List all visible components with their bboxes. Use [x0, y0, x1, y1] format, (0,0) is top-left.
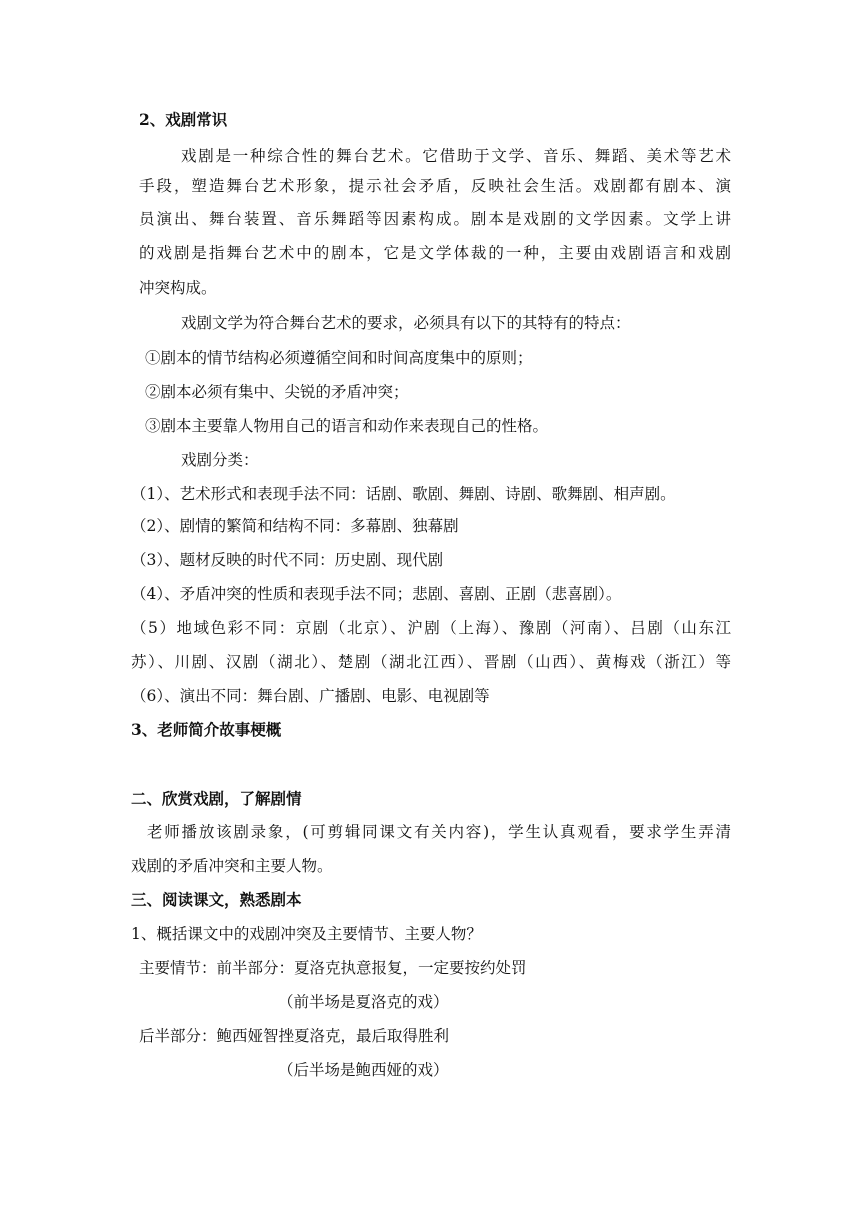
part-2-line-2: 戏剧的矛盾冲突和主要人物。: [131, 857, 333, 875]
intro-line-1: 戏剧是一种综合性的舞台艺术。它借助于文学、音乐、舞蹈、美术等艺术: [181, 147, 731, 165]
classification-2: （2）、剧情的繁简和结构不同：多幕剧、独幕剧: [131, 517, 459, 535]
part-3-heading: 三、阅读课文，熟悉剧本: [131, 890, 302, 909]
feature-1: ①剧本的情节结构必须遵循空间和时间高度集中的原则；: [145, 349, 533, 367]
plot-second-half: 后半部分：鲍西娅智挫夏洛克，最后取得胜利: [139, 1027, 450, 1045]
intro-line-4: 的戏剧是指舞台艺术中的剧本，它是文学体裁的一种，主要由戏剧语言和戏剧: [139, 244, 731, 262]
intro-line-2: 手段，塑造舞台艺术形象，提示社会矛盾，反映社会生活。戏剧都有剧本、演: [139, 177, 731, 195]
features-intro: 戏剧文学为符合舞台艺术的要求，必须具有以下的其特有的特点：: [181, 314, 631, 332]
plot-first-half: 主要情节：前半部分：夏洛克执意报复，一定要按约处罚: [139, 959, 527, 977]
feature-3: ③剧本主要靠人物用自己的语言和动作来表现自己的性格。: [145, 417, 549, 435]
part-2-line-1: 老师播放该剧录象，(可剪辑同课文有关内容)，学生认真观看，要求学生弄清: [147, 823, 731, 841]
classification-5: （5）地域色彩不同：京剧（北京）、沪剧（上海）、豫剧（河南）、吕剧（山东江: [131, 619, 731, 637]
classification-6: （6）、演出不同：舞台剧、广播剧、电影、电视剧等: [131, 687, 490, 705]
classification-4: （4）、矛盾冲突的性质和表现手法不同；悲剧、喜剧、正剧（悲喜剧）。: [131, 585, 622, 603]
classification-1: （1）、艺术形式和表现手法不同：话剧、歌剧、舞剧、诗剧、歌舞剧、相声剧。: [131, 485, 676, 503]
plot-second-half-note: （后半场是鲍西娅的戏）: [278, 1061, 449, 1079]
classification-5-continued: 苏）、川剧、汉剧（湖北）、楚剧（湖北江西）、晋剧（山西）、黄梅戏（浙江）等: [131, 653, 731, 671]
classification-3: （3）、题材反映的时代不同：历史剧、现代剧: [131, 551, 444, 569]
part-2-heading: 二、欣赏戏剧，了解剧情: [131, 789, 302, 808]
intro-line-5: 冲突构成。: [139, 279, 217, 297]
section-3-heading: 3、老师简介故事梗概: [131, 720, 282, 739]
feature-2: ②剧本必须有集中、尖锐的矛盾冲突；: [145, 383, 409, 401]
classification-title: 戏剧分类：: [181, 451, 259, 469]
section-2-heading: 2、戏剧常识: [139, 110, 228, 129]
plot-first-half-note: （前半场是夏洛克的戏）: [278, 993, 449, 1011]
question-1: 1、概括课文中的戏剧冲突及主要情节、主要人物？: [131, 925, 482, 943]
intro-line-3: 员演出、舞台装置、音乐舞蹈等因素构成。剧本是戏剧的文学因素。文学上讲: [139, 210, 731, 228]
